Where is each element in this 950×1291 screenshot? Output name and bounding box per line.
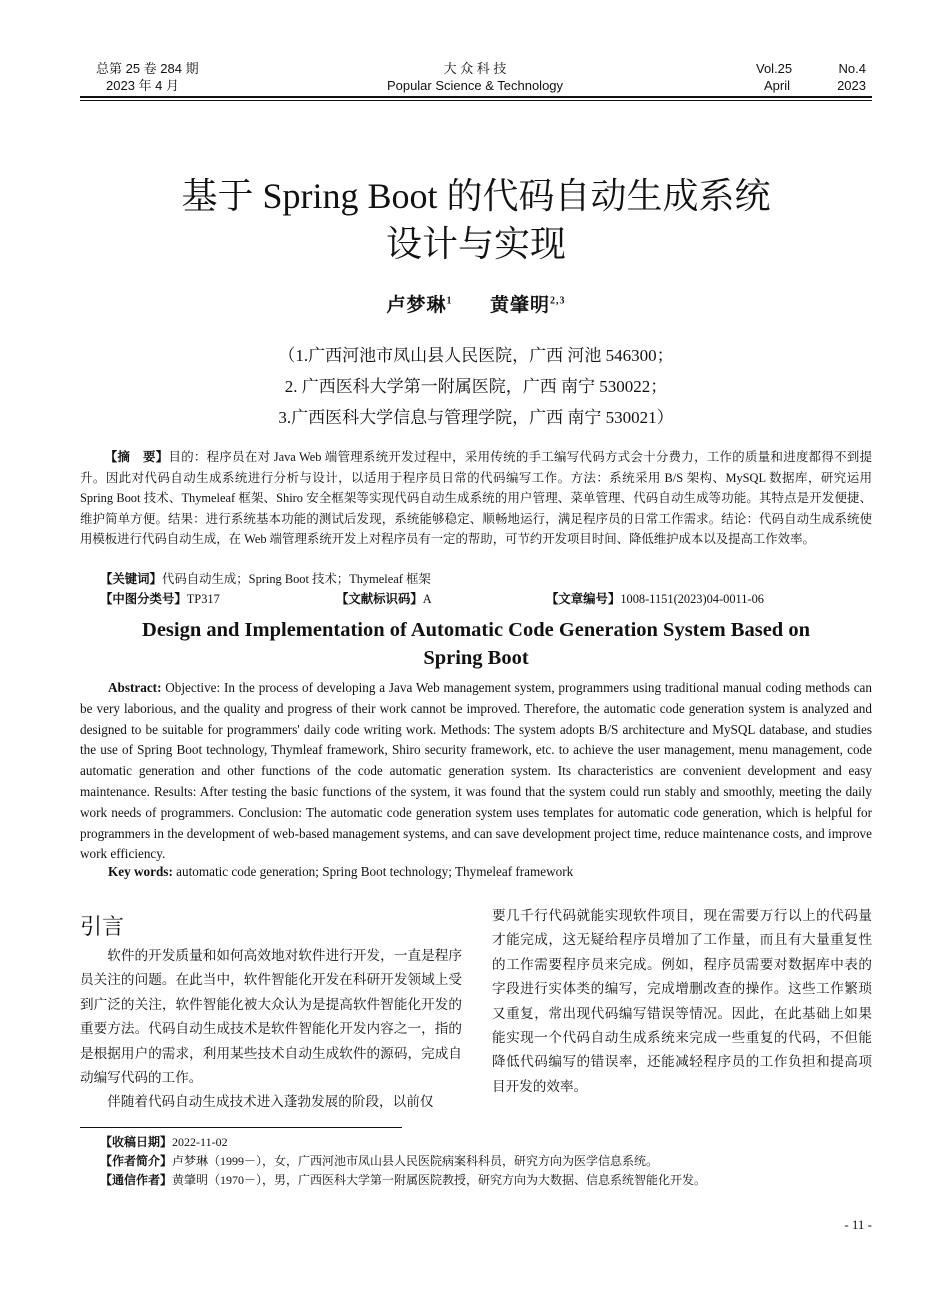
doc-label: 【文献标识码】 xyxy=(336,592,423,606)
title-line-2: 设计与实现 xyxy=(385,224,566,264)
affiliation-list xyxy=(80,340,872,433)
title-en xyxy=(80,616,872,672)
keywords-cn-label: 【关键词】 xyxy=(100,572,162,586)
clc-label: 【中图分类号】 xyxy=(100,592,187,606)
header-journal-name xyxy=(300,60,650,94)
footnote-author-bio xyxy=(100,1152,706,1171)
footnotes xyxy=(100,1133,706,1190)
article-label: 【文章编号】 xyxy=(546,592,621,606)
header-issue-info xyxy=(96,60,199,94)
header-year: 2023 xyxy=(837,78,866,93)
affiliation-line: 2. 广西医科大学第一附属医院，广西 南宁 530022； xyxy=(284,377,668,396)
body-paragraph: 伴随着代码自动生成技术进入蓬勃发展的阶段，以前仅 xyxy=(107,1094,434,1110)
header-issue-info-en xyxy=(756,60,866,94)
keywords-en xyxy=(108,862,573,882)
affiliation-line: 3.广西医科大学信息与管理学院，广西 南宁 530021） xyxy=(278,408,674,427)
title-en-line-1: Design and Implementation of Automatic Code Generation System Based on xyxy=(142,619,810,641)
header-vol: Vol.25 xyxy=(756,61,793,76)
footnote-corresponding xyxy=(100,1171,706,1190)
body-paragraph-continued: 要几千行代码就能实现软件项目，现在需要万行以上的代码量才能完成，这无疑给程序员增加了工作量，而且有大量重复性的工作需要程序员来完成。例如，程序员需要对数据库中表的字段进行实体类的编写，完成增删改查的操作。这些工作繁琐又重复，常出现代码编写错误等情况。因此，在此基础上如果能实现一个代码自动生成系统来完成一些重复的代码，不但能降低代码编写的错误率，还能减轻程序员的工作负担和提高项目开发的效率。 xyxy=(492,908,872,1094)
body-column-right xyxy=(492,904,872,1099)
keywords-cn-text: 代码自动生成；Spring Boot 技术；Thymeleaf 框架 xyxy=(161,572,431,586)
journal-name-cn: 大 众 科 技 xyxy=(443,61,507,76)
clc-value: TP317 xyxy=(186,592,220,606)
footnote-received xyxy=(100,1133,706,1152)
abstract-cn-text: 目的：程序员在对 Java Web 端管理系统开发过程中，采用传统的手工编写代码方式会十分费力，工作的质量和进度都得不到提升。因此对代码自动生成系统进行分析与设计，以适用于程序员日常的代码编写工作。方法：系统采用 B/S 架构、MySQL 数据库，研究运用 Spring Boot 技术、Thymeleaf 框架、Shiro 安全框架等实现代码自动生成系统的用户管理、菜单管理、代码自动生成等功能。其特点是开发便捷、维护简单方便。结果：进行系统基本功能的测试后发现，系统能够稳定、顺畅地运行，满足程序员的日常工作需求。结论：代码自动生成系统使用模板进行代码自动生成，在 Web 端管理系统开发上对程序员有一定的帮助，可节约开发项目时间、降低维护成本以及提高工作效率。 xyxy=(80,450,873,546)
section-heading: 引言 xyxy=(80,914,125,939)
abstract-en-label: Abstract: xyxy=(108,680,162,695)
footnote-label: 【作者简介】 xyxy=(100,1154,173,1168)
clc-code xyxy=(100,589,220,609)
article-value: 1008-1151(2023)04-0011-06 xyxy=(620,592,764,606)
abstract-cn-label: 【摘 要】 xyxy=(104,450,169,464)
doc-value: A xyxy=(422,592,432,606)
author-affiliation-mark: 2,3 xyxy=(550,295,566,307)
page-title xyxy=(80,172,872,268)
header-month: April xyxy=(764,78,791,93)
body-column-left xyxy=(80,944,462,1115)
journal-name-en: Popular Science & Technology xyxy=(386,78,564,93)
title-line-1: 基于 Spring Boot 的代码自动生成系统 xyxy=(181,176,771,216)
footnote-value: 黄肇明（1970－），男，广西医科大学第一附属医院教授，研究方向为大数据、信息系统智能化开发。 xyxy=(172,1173,707,1187)
keywords-cn xyxy=(100,569,431,589)
footnote-value: 卢梦琳（1999－），女，广西河池市凤山县人民医院病案科科员，研究方向为医学信息系统。 xyxy=(172,1154,659,1168)
abstract-en xyxy=(80,678,872,865)
author-name: 黄肇明 xyxy=(490,295,551,316)
author-affiliation-mark: 1 xyxy=(446,295,453,307)
footnote-value: 2022-11-02 xyxy=(172,1135,228,1149)
document-code xyxy=(336,589,432,609)
title-en-line-2: Spring Boot xyxy=(423,647,529,669)
author-name: 卢梦琳 xyxy=(386,295,447,316)
footnote-label: 【收稿日期】 xyxy=(100,1135,173,1149)
header-volume-cn: 总第 25 卷 284 期 xyxy=(96,61,199,76)
affiliation-line: （1.广西河池市凤山县人民医院，广西 河池 546300； xyxy=(278,346,674,365)
author-list xyxy=(80,290,872,317)
page-number: - 11 - xyxy=(844,1217,872,1232)
header-no: No.4 xyxy=(838,61,866,76)
abstract-en-text: Objective: In the process of developing a Java Web management system, programmers using traditional manual coding methods can be very laborious, and the quality and progress of their work cannot be improved. Therefore, the automatic code generation system is analyzed and designed to be suitable for programmers' daily code writing work. Methods: The system adopts B/S architecture and MySQL database, and studies the use of Spring Boot technology, Thymleaf framework, Shiro security framework, etc. to achieve the user management, menu management, code automatic generation and other functions of the code automatic generation system. Its characteristics are convenient development and easy maintenance. Results: After testing the basic functions of the system, it was found that the system could run stably and smoothly, meeting the daily work needs of programmers. Conclusion: The automatic code generation system uses templates for automatic code generation, which is helpful for programmers in the development of web-based management systems, and can save development project time, reduce maintenance costs, and improve work efficiency. xyxy=(80,680,872,862)
keywords-en-label: Key words: xyxy=(108,864,173,879)
body-paragraph: 软件的开发质量和如何高效地对软件进行开发，一直是程序员关注的问题。在此当中，软件智能化开发在科研开发领域上受到广泛的关注，软件智能化被大众认为是提高软件智能化开发的重要方法。代码自动生成技术是软件智能化开发内容之一，指的是根据用户的需求，利用某些技术自动生成软件的源码，完成自动编写代码的工作。 xyxy=(80,948,462,1086)
article-number xyxy=(546,589,764,609)
header-rule-thick xyxy=(80,96,872,98)
footnote-rule xyxy=(80,1127,402,1128)
header-date-cn: 2023 年 4 月 xyxy=(106,78,179,93)
abstract-cn xyxy=(80,447,872,550)
keywords-en-text: automatic code generation; Spring Boot technology; Thymeleaf framework xyxy=(172,864,574,879)
footnote-label: 【通信作者】 xyxy=(100,1173,173,1187)
header-rule-thin xyxy=(80,100,872,101)
